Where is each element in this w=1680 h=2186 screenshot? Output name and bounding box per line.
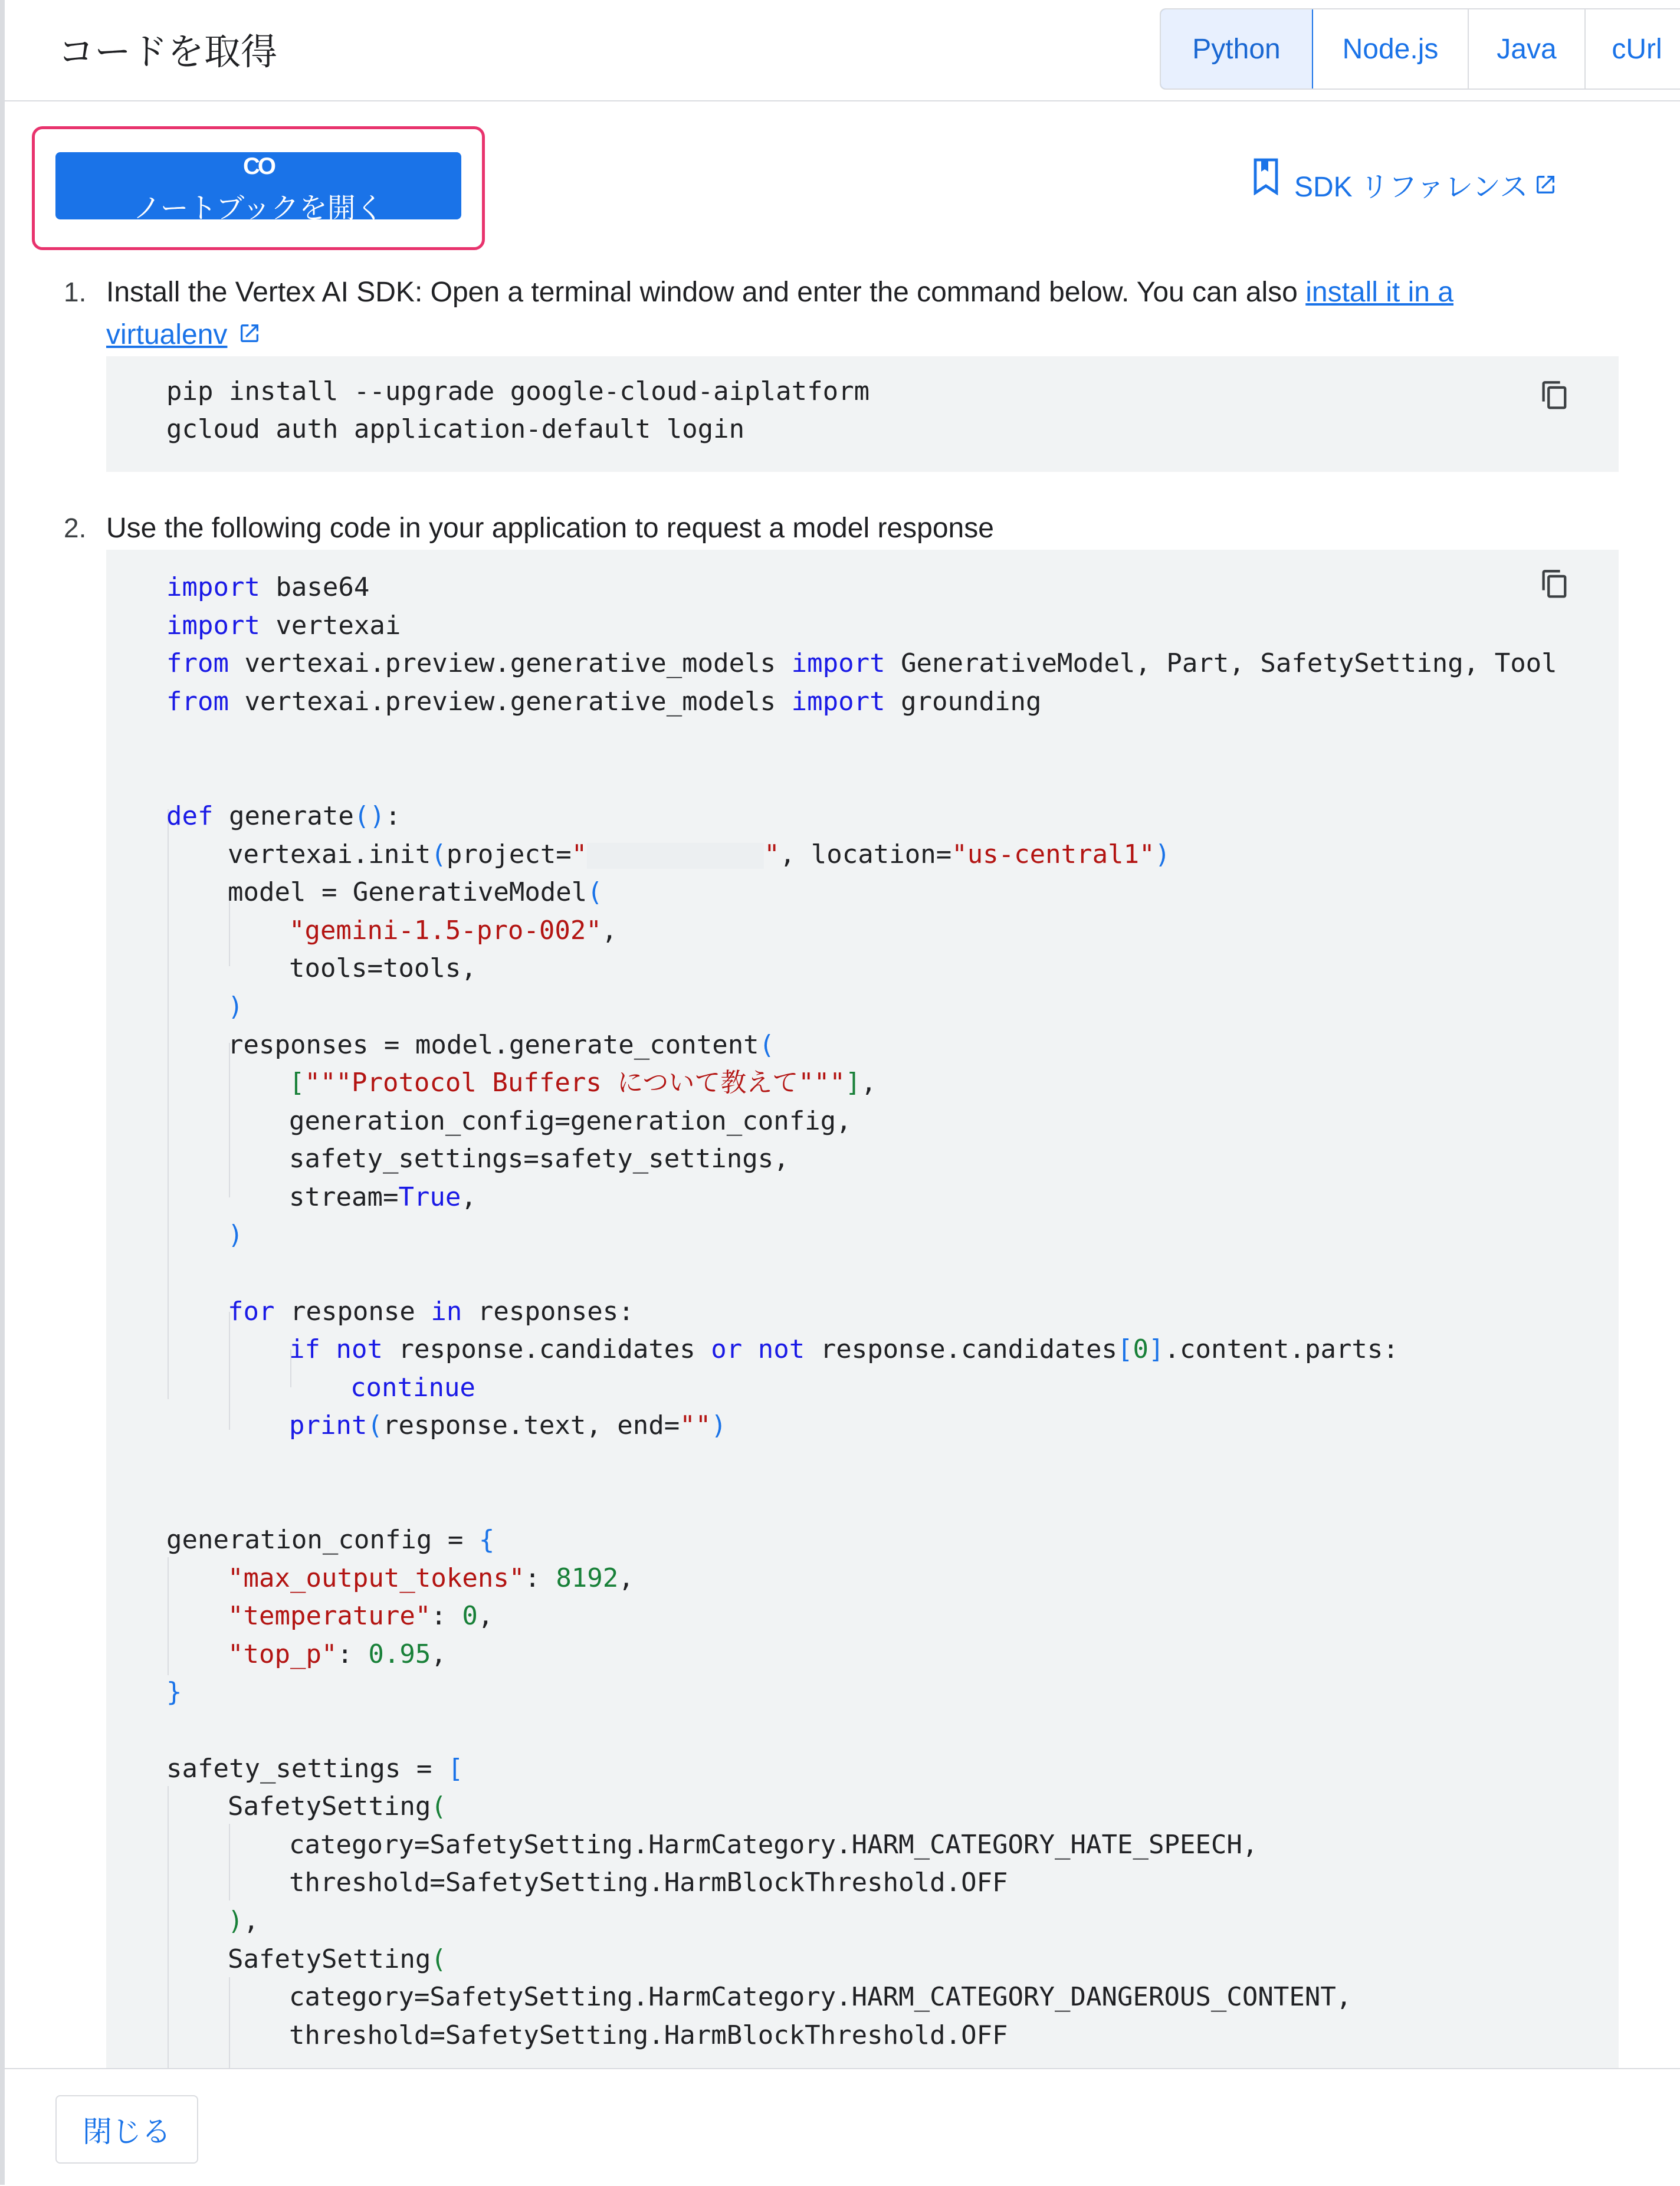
code-line: if not response.candidates or not response.candidates[0].content.parts: [289, 1334, 1399, 1364]
tab-curl[interactable]: cUrl [1586, 9, 1680, 88]
install-code-block [106, 356, 1619, 472]
code-line: threshold=SafetySetting.HarmBlockThreshold.OFF [289, 2020, 1008, 2050]
code-line: generation_config=generation_config, [289, 1106, 852, 1136]
code-line: model = GenerativeModel( [228, 877, 603, 907]
bookmark-icon [1252, 157, 1280, 195]
tab-nodejs[interactable]: Node.js [1313, 9, 1469, 88]
code-line: pip install --upgrade google-cloud-aiplatform [166, 376, 870, 406]
left-edge [0, 0, 5, 2185]
code-line: ["""Protocol Buffers について教えて"""], [289, 1068, 877, 1098]
code-line: category=SafetySetting.HarmCategory.HARM_CATEGORY_HATE_SPEECH, [289, 1830, 1258, 1860]
dialog-header [5, 0, 1680, 101]
step-number-2: 2. [64, 513, 87, 543]
indent-guide [168, 1786, 169, 2068]
code-line: import base64 [166, 572, 370, 602]
tab-python[interactable]: Python [1160, 8, 1313, 90]
code-line: generation_config = { [166, 1525, 495, 1555]
code-line: SafetySetting( [228, 1944, 447, 1974]
code-line: ), [228, 1906, 259, 1936]
code-line: safety_settings = [ [166, 1754, 464, 1784]
step-1-text [106, 271, 1522, 357]
code-line: from vertexai.preview.generative_models import grounding [166, 687, 1042, 717]
colab-logo-icon: CO [243, 153, 274, 179]
indent-guide [229, 1977, 230, 2068]
code-line: print(response.text, end="") [289, 1410, 727, 1440]
code-line: "temperature": 0, [228, 1601, 494, 1631]
indent-guide [229, 1043, 230, 1197]
code-line: stream=True, [289, 1182, 477, 1212]
sdk-reference-label: SDK リファレンス [1294, 172, 1528, 203]
indent-guide [229, 1824, 230, 1901]
code-line: continue [350, 1373, 475, 1403]
virtualenv-link-cont[interactable]: virtualenv [106, 319, 228, 350]
step-number-1: 1. [64, 277, 87, 307]
code-line: responses = model.generate_content( [228, 1030, 775, 1060]
code-line: tools=tools, [289, 953, 477, 983]
dialog-footer [5, 2068, 1680, 2186]
tab-java[interactable]: Java [1469, 9, 1586, 88]
virtualenv-link[interactable]: install it in a [1305, 277, 1453, 308]
dialog-title: コードを取得 [58, 32, 278, 73]
language-tabs [1160, 8, 1680, 90]
code-line: vertexai.init(project=" ", location="us-central1") [228, 839, 1171, 869]
code-line: "gemini-1.5-pro-002", [289, 915, 618, 946]
code-line: import vertexai [166, 610, 401, 641]
external-link-icon [1534, 173, 1557, 196]
code-line: } [166, 1677, 182, 1707]
code-line: from vertexai.preview.generative_models import GenerativeModel, Part, SafetySetting, Tool [166, 648, 1557, 678]
external-link-icon [238, 315, 261, 357]
code-line: "max_output_tokens": 8192, [228, 1563, 634, 1593]
code-line: ) [228, 1220, 244, 1250]
indent-guide [168, 809, 169, 1399]
copy-icon[interactable] [1540, 569, 1570, 605]
code-line: threshold=SafetySetting.HarmBlockThreshold.OFF [289, 1867, 1008, 1898]
redacted-project-id [587, 843, 764, 869]
open-notebook-button[interactable] [55, 152, 461, 224]
close-button[interactable]: 閉じる [55, 2095, 198, 2164]
code-line: for response in responses: [228, 1296, 634, 1327]
code-line: "top_p": 0.95, [228, 1639, 447, 1669]
python-code-block [106, 550, 1619, 2068]
sdk-reference-link[interactable] [1252, 164, 1557, 205]
code-line: safety_settings=safety_settings, [289, 1144, 789, 1174]
step-1-description: Install the Vertex AI SDK: Open a terminal window and enter the command below. You can also [106, 277, 1306, 308]
code-line: SafetySetting( [228, 1791, 447, 1821]
step-2-text: Use the following code in your application to request a model response [106, 513, 994, 544]
open-notebook-label: ノートブックを開く [133, 193, 384, 224]
code-line: def generate(): [166, 801, 401, 831]
indent-guide [168, 1557, 169, 1675]
copy-icon[interactable] [1540, 380, 1570, 416]
code-line: ) [228, 992, 244, 1022]
code-line: gcloud auth application-default login [166, 414, 745, 444]
code-line: category=SafetySetting.HarmCategory.HARM_CATEGORY_DANGEROUS_CONTENT, [289, 1982, 1352, 2012]
